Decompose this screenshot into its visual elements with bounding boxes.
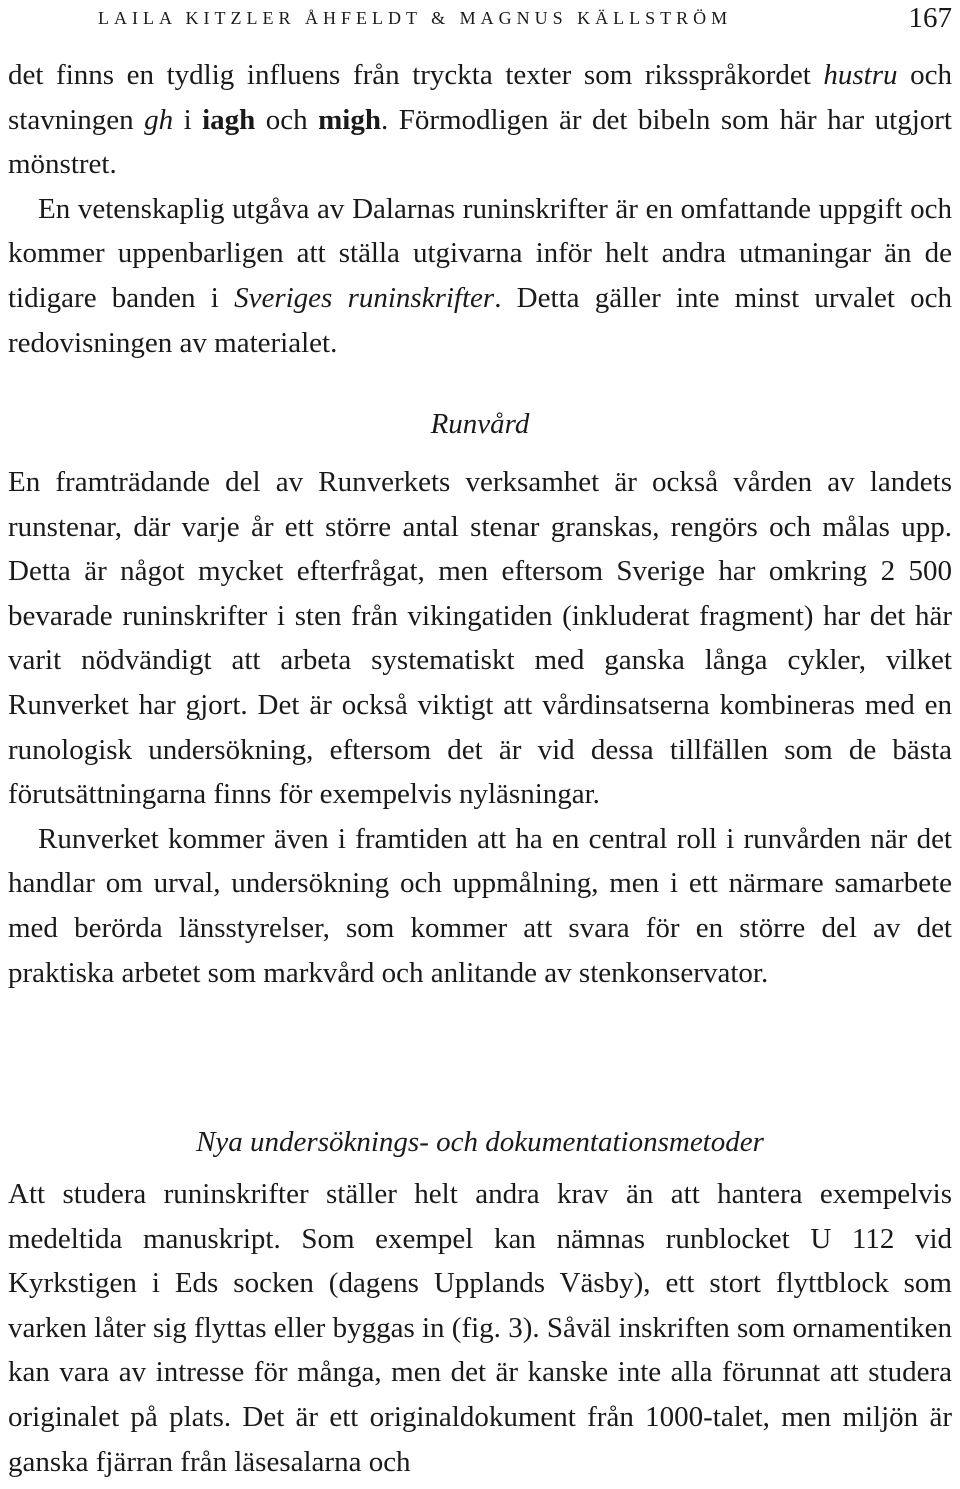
running-header bbox=[8, 0, 952, 36]
running-head-authors: LAILA KITZLER ÅHFELDT & MAGNUS KÄLLSTRÖM bbox=[98, 8, 733, 28]
page-number: 167 bbox=[908, 2, 952, 34]
bold-runic-word: migh bbox=[318, 103, 381, 136]
section-runvard bbox=[8, 460, 952, 995]
book-title: Sveriges runinskrifter bbox=[234, 281, 495, 314]
bold-runic-word: iagh bbox=[202, 103, 256, 136]
text-run: och stavningen bbox=[8, 59, 953, 136]
paragraph bbox=[8, 53, 952, 187]
section-heading-methods: Nya undersöknings- och dokumentationsmetoder bbox=[196, 1126, 764, 1158]
section-intro bbox=[8, 53, 952, 365]
text-run: och bbox=[255, 103, 319, 136]
emphasis: hustru bbox=[823, 59, 898, 91]
paragraph: Att studera runinskrifter ställer helt andra krav än att hantera exempelvis medeltida manuskript. Som exempel kan nämnas runblocket U 112 vid Kyrkstigen i Eds socken (dagens Upplands Väsby), ett stort flyttblock som varken låter sig flyttas eller byggas in (fig. 3). Såväl inskriften som ornamentiken kan vara av intresse för många, men det är kanske inte alla förunnat att studera originalet på plats. Det är ett originaldokument från 1000-talet, men miljön är ganska fjärran från läsesalarna och bbox=[8, 1178, 952, 1478]
section-heading-runvard: Runvård bbox=[430, 408, 530, 440]
paragraph bbox=[8, 187, 952, 365]
text-run: i bbox=[173, 103, 203, 136]
paragraph: En framträdande del av Runverkets verksamhet är också vården av landets runstenar, där varje år ett större antal stenar granskas, rengörs och målas upp. Detta är något mycket efterfrågat, men eftersom Sverige har omkring 2 500 bevarade runinskrifter i sten från vikingatiden (inkluderat fragment) har det här varit nödvändigt att arbeta systematiskt med ganska långa cykler, vilket Runverket har gjort. Det är också viktigt att vårdinsatserna kombineras med en runologisk undersökning, eftersom det är vid dessa tillfällen som de bästa förutsättningarna finns för exempelvis nyläsningar. bbox=[8, 466, 952, 811]
text-run: det finns en tydlig influens från tryckta texter som riksspråkordet bbox=[8, 59, 824, 91]
section-methods bbox=[8, 1172, 952, 1484]
text-run: En vetenskaplig utgåva av Dalarnas runinskrifter är en omfattande uppgift och kommer uppenbarligen att ställa utgivarna inför helt andra utmaningar än de tidigare banden i bbox=[8, 192, 952, 314]
text-run: . Detta gäller inte minst urvalet och redovisningen av materialet. bbox=[8, 281, 952, 359]
emphasis: gh bbox=[144, 103, 174, 136]
paragraph: Runverket kommer även i framtiden att ha en central roll i runvården när det handlar om urval, undersökning och uppmålning, men i ett närmare samarbete med berörda länsstyrelser, som kommer att svara för en större del av det praktiska arbetet som markvård och anlitande av stenkonservator. bbox=[8, 822, 952, 989]
text-run: . Förmodligen är det bibeln som här har utgjort mönstret. bbox=[8, 103, 952, 181]
